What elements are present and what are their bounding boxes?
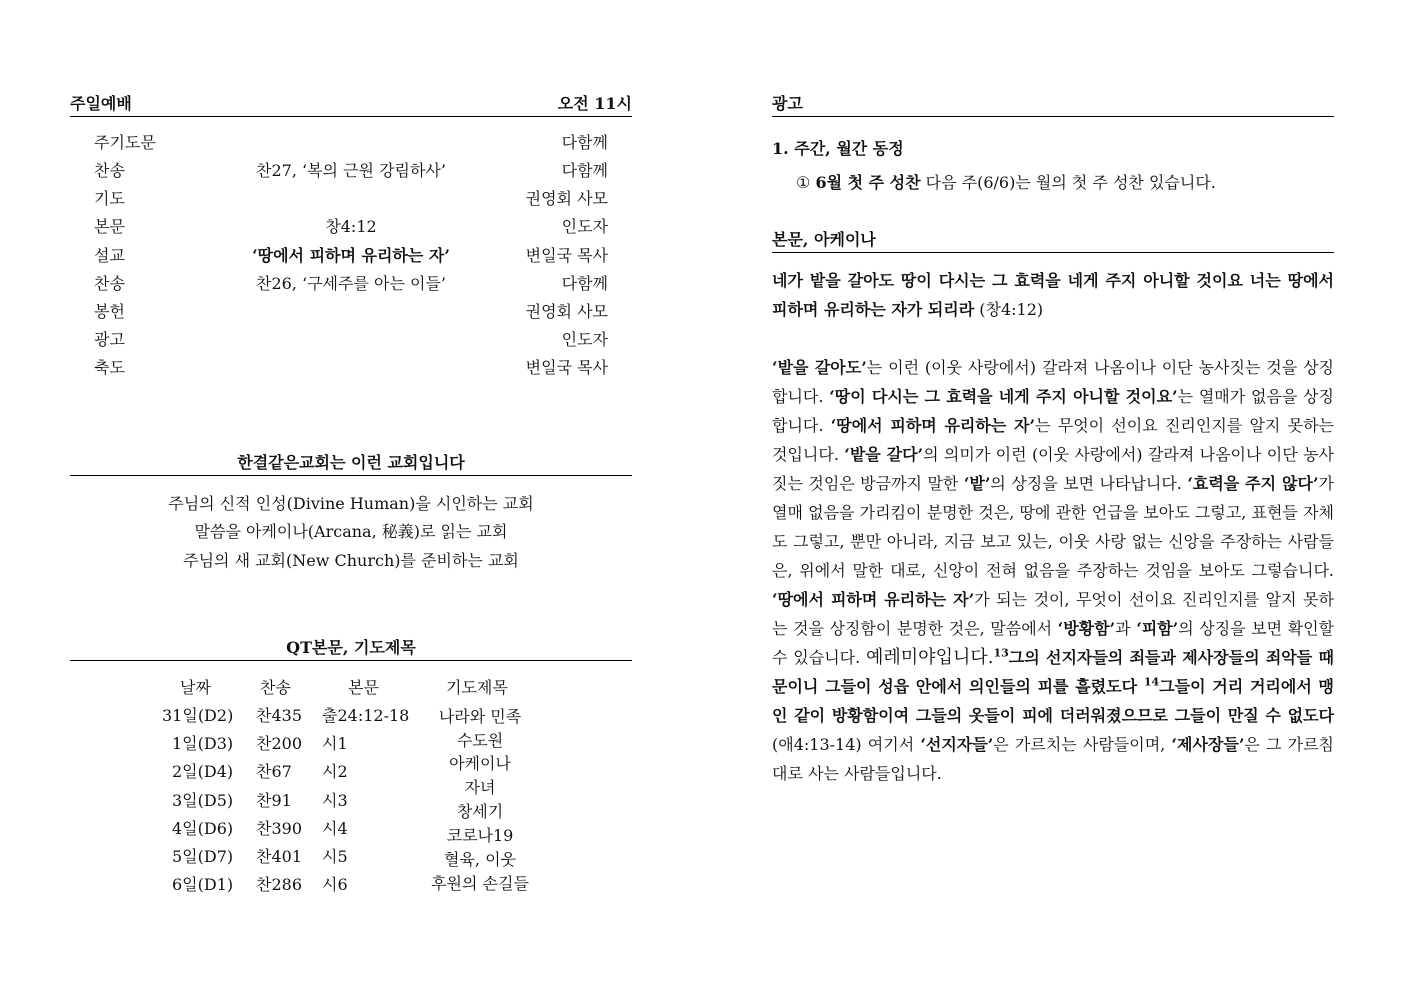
order-name: 본문 (94, 217, 125, 236)
order-leader: 인도자 (561, 330, 608, 349)
verse-reference: (창4:12) (979, 300, 1044, 319)
order-row (94, 270, 608, 298)
order-row (94, 213, 608, 241)
quoted-scripture: 그들이 거리 거리에서 맹인 같이 방황함이여 그들의 옷들이 피에 더러워졌으므로 그들이 만질 수 없도다 (772, 677, 1334, 725)
qt-col-hymn-header: 찬송 (260, 678, 291, 697)
para-text: 과 (1115, 619, 1137, 638)
qt-text: 시2 (322, 762, 348, 781)
order-name: 찬송 (94, 161, 125, 180)
order-name: 광고 (94, 330, 125, 349)
notice-subheading-text: 1. 주간, 월간 동정 (772, 139, 904, 158)
order-leader: 변일국 목사 (525, 246, 608, 265)
notice-item (796, 168, 1336, 198)
para-text: 은 그 가르침대로 사는 사람들입니다. (772, 735, 1334, 783)
order-leader: 변일국 목사 (525, 358, 608, 377)
quoted-term: ‘밭’ (963, 474, 991, 493)
verse-number: 13 (993, 646, 1009, 660)
para-text: 의 상징을 보면 나타납니다. (990, 474, 1188, 493)
order-name: 기도 (94, 189, 125, 208)
qt-topic: 혈육, 이웃 (444, 850, 516, 869)
order-name: 찬송 (94, 274, 125, 293)
order-leader: 다함께 (561, 274, 608, 293)
para-text: 은 가르치는 사람들이며, (993, 735, 1172, 754)
arcana-paragraph (772, 353, 1334, 788)
qt-hymn: 찬200 (256, 734, 302, 753)
qt-col-topic-header: 기도제목 (446, 678, 508, 697)
order-row (94, 326, 608, 354)
qt-text: 시4 (322, 819, 348, 838)
qt-date: 31일(D2) (162, 706, 234, 725)
quoted-scripture: 그의 선지자들의 죄들과 제사장들의 죄악들 때문이니 그들이 성읍 안에서 의인들의 피를 흘렸도다 (772, 648, 1334, 696)
qt-topic: 수도원 (456, 731, 504, 750)
para-text: 가 열매 없음을 가리킴이 분명한 것은, 땅에 관한 언급을 보아도 그렇고, 표현들 자체도 그렇고, 뿐만 아니라, 지금 보고 있는, 이웃 사랑 없는 신앙을 주장하는 사람들은, 위에서 말한 대로, 신앙이 전혀 없음을 주장하는 것임을 보아도 그렇습니다. (772, 474, 1334, 580)
qt-hymn: 찬435 (256, 706, 302, 725)
qt-title: QT본문, 기도제목 (286, 638, 416, 657)
worship-time: 오전 11시 (557, 94, 632, 113)
quoted-term: ‘효력을 주지 않다’ (1187, 474, 1319, 493)
church-header (70, 453, 632, 476)
qt-topic: 코로나19 (446, 826, 514, 845)
qt-hymn: 찬286 (256, 875, 302, 894)
church-motto-line: 주님의 새 교회(New Church)를 준비하는 교회 (183, 551, 519, 570)
notice-item-title: 6월 첫 주 성찬 (815, 173, 921, 192)
quoted-term: ‘제사장들’ (1171, 735, 1245, 754)
order-row (94, 298, 608, 326)
order-name: 봉헌 (94, 302, 125, 321)
qt-topic: 창세기 (456, 802, 504, 821)
quoted-term: ‘땅에서 피하며 유리하는 자’ (830, 416, 1036, 435)
worship-title: 주일예배 (70, 94, 132, 113)
church-motto-line: 주님의 신적 인성(Divine Human)을 시인하는 교회 (168, 494, 534, 513)
scripture-verse (772, 266, 1334, 324)
para-text: (애4:13-14) 여기서 (772, 735, 921, 754)
qt-text: 시5 (322, 847, 348, 866)
qt-date: 4일(D6) (172, 819, 234, 838)
qt-col-text-header: 본문 (348, 678, 379, 697)
qt-hymn: 찬390 (256, 819, 302, 838)
church-motto-line: 말씀을 아케이나(Arcana, 秘義)로 읽는 교회 (194, 522, 508, 541)
notice-title: 광고 (772, 94, 803, 113)
notice-header (772, 94, 1334, 117)
quoted-term: ‘밭을 갈아도’ (772, 358, 867, 377)
quoted-term: ‘땅에서 피하며 유리하는 자’ (772, 590, 975, 609)
qt-header (70, 638, 632, 661)
verse-number: 14 (1143, 675, 1160, 689)
arcana-header (772, 230, 1334, 253)
order-leader: 인도자 (561, 217, 608, 236)
order-name: 설교 (94, 246, 125, 265)
para-text: 의 의미가 이런 (이웃 사랑에서) 갈라져 나옴이나 이단 농사짓는 것임은 방금까지 말한 (772, 445, 1334, 493)
notice-item-text: 다음 주(6/6)는 월의 첫 주 성찬 있습니다. (925, 173, 1216, 192)
book-name: 예레미야입니다. (866, 647, 994, 668)
qt-hymn: 찬91 (256, 791, 292, 810)
church-title: 한결같은교회는 이런 교회입니다 (237, 453, 465, 472)
order-row (94, 185, 608, 213)
order-leader: 다함께 (561, 133, 608, 152)
order-leader: 권영회 사모 (525, 189, 608, 208)
qt-topic: 아케이나 (449, 754, 511, 773)
order-row (94, 354, 608, 382)
qt-date: 1일(D3) (172, 734, 234, 753)
quoted-term: ‘방황함’ (1057, 619, 1116, 638)
para-text: 는 무엇이 선이요 진리인지를 알지 못하는 것입니다. (772, 416, 1335, 464)
order-name: 축도 (94, 358, 125, 377)
order-content: 찬27, ‘복의 근원 강림하사’ (256, 161, 446, 180)
verse-text: 네가 밭을 갈아도 땅이 다시는 그 효력을 네게 주지 아니할 것이요 너는 땅에서 피하며 유리하는 자가 되리라 (772, 271, 1334, 319)
qt-date: 2일(D4) (172, 762, 234, 781)
qt-hymn: 찬401 (256, 847, 302, 866)
qt-text: 시6 (322, 875, 348, 894)
qt-col-date-header: 날짜 (180, 678, 211, 697)
order-leader: 권영회 사모 (525, 302, 608, 321)
right-page (772, 0, 1334, 992)
order-row (94, 157, 608, 185)
qt-text: 출24:12-18 (322, 706, 410, 725)
worship-header (70, 94, 632, 117)
qt-date: 3일(D5) (172, 791, 234, 810)
quoted-term: ‘밭을 갈다’ (844, 445, 924, 464)
left-page (70, 0, 632, 992)
para-text: 는 열매가 없음을 상징합니다. (772, 387, 1334, 435)
para-text: 의 상징을 보면 확인할 수 있습니다. (772, 619, 1334, 667)
para-text: 는 이런 (이웃 사랑에서) 갈라져 나옴이나 이단 농사짓는 것을 상징합니다. (772, 358, 1334, 406)
qt-text: 시3 (322, 791, 348, 810)
sermon-title: ‘땅에서 피하며 유리하는 자’ (252, 246, 450, 265)
order-content: 창4:12 (325, 217, 377, 236)
para-text: 가 되는 것이, 무엇이 선이요 진리인지를 알지 못하는 것을 상징함이 분명한 것은, 말씀에서 (772, 590, 1334, 638)
arcana-title: 본문, 아케이나 (772, 230, 876, 249)
qt-date: 6일(D1) (172, 875, 234, 894)
quoted-term: ‘땅이 다시는 그 효력을 네게 주지 아니할 것이요’ (829, 387, 1178, 406)
qt-text: 시1 (322, 734, 348, 753)
order-name: 주기도문 (94, 133, 156, 152)
order-row (94, 129, 608, 157)
quoted-term: ‘피함’ (1136, 619, 1179, 638)
order-leader: 다함께 (561, 161, 608, 180)
qt-date: 5일(D7) (172, 847, 234, 866)
order-content: 찬26, ‘구세주를 아는 이들’ (256, 274, 446, 293)
notice-item-marker: ① (796, 173, 811, 192)
qt-topic: 후원의 손길들 (431, 874, 529, 893)
qt-hymn: 찬67 (256, 762, 292, 781)
order-row (94, 242, 608, 270)
qt-topic: 나라와 민족 (438, 707, 522, 726)
quoted-term: ‘선지자들’ (920, 735, 994, 754)
qt-topic: 자녀 (464, 778, 496, 797)
notice-subheading (772, 134, 1334, 164)
